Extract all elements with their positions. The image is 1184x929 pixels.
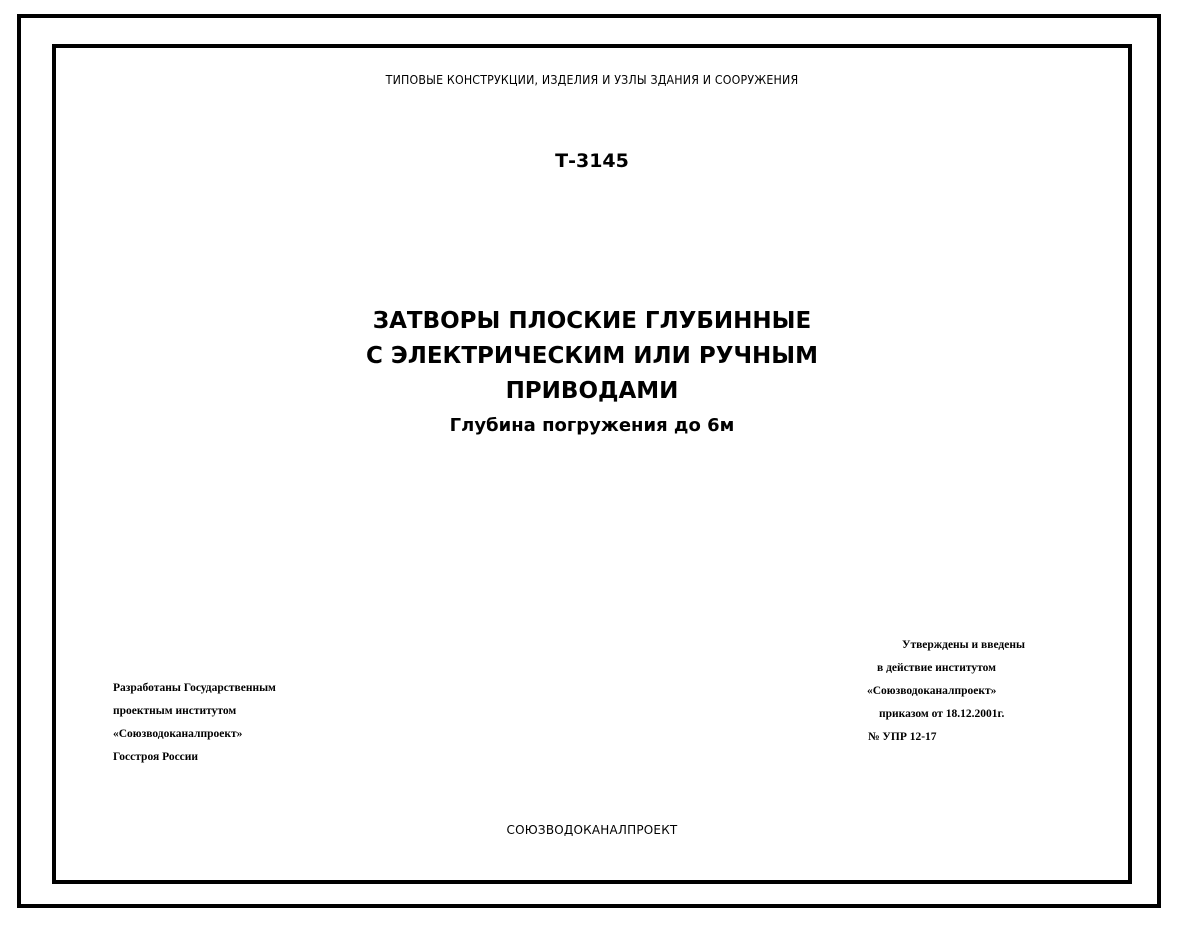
approval-block bbox=[867, 634, 1057, 749]
approval-line-5: № УПР 12-17 bbox=[868, 731, 937, 743]
document-title bbox=[0, 304, 1184, 409]
title-line-2: С ЭЛЕКТРИЧЕСКИМ ИЛИ РУЧНЫМ bbox=[365, 343, 819, 369]
document-subtitle: Глубина погружения до 6м bbox=[449, 415, 735, 436]
developer-line-4: Госстроя России bbox=[113, 751, 199, 763]
developer-line-1: Разработаны Государственным bbox=[113, 682, 276, 694]
organization-name: СОЮЗВОДОКАНАЛПРОЕКТ bbox=[506, 823, 678, 837]
approval-line-1: Утверждены и введены bbox=[902, 639, 1025, 651]
series-title: ТИПОВЫЕ КОНСТРУКЦИИ, ИЗДЕЛИЯ И УЗЛЫ ЗДАНИЯ И СООРУЖЕНИЯ bbox=[385, 73, 799, 87]
title-line-3: ПРИВОДАМИ bbox=[505, 378, 679, 404]
developer-block bbox=[113, 677, 276, 769]
approval-line-3: «Союзводоканалпроект» bbox=[867, 685, 997, 697]
approval-line-2: в действие институтом bbox=[877, 662, 996, 674]
developer-line-2: проектным институтом bbox=[113, 705, 237, 717]
document-code: Т-3145 bbox=[555, 150, 629, 172]
approval-line-4: приказом от 18.12.2001г. bbox=[879, 708, 1005, 720]
developer-line-3: «Союзводоканалпроект» bbox=[113, 728, 243, 740]
title-line-1: ЗАТВОРЫ ПЛОСКИЕ ГЛУБИННЫЕ bbox=[372, 308, 812, 334]
